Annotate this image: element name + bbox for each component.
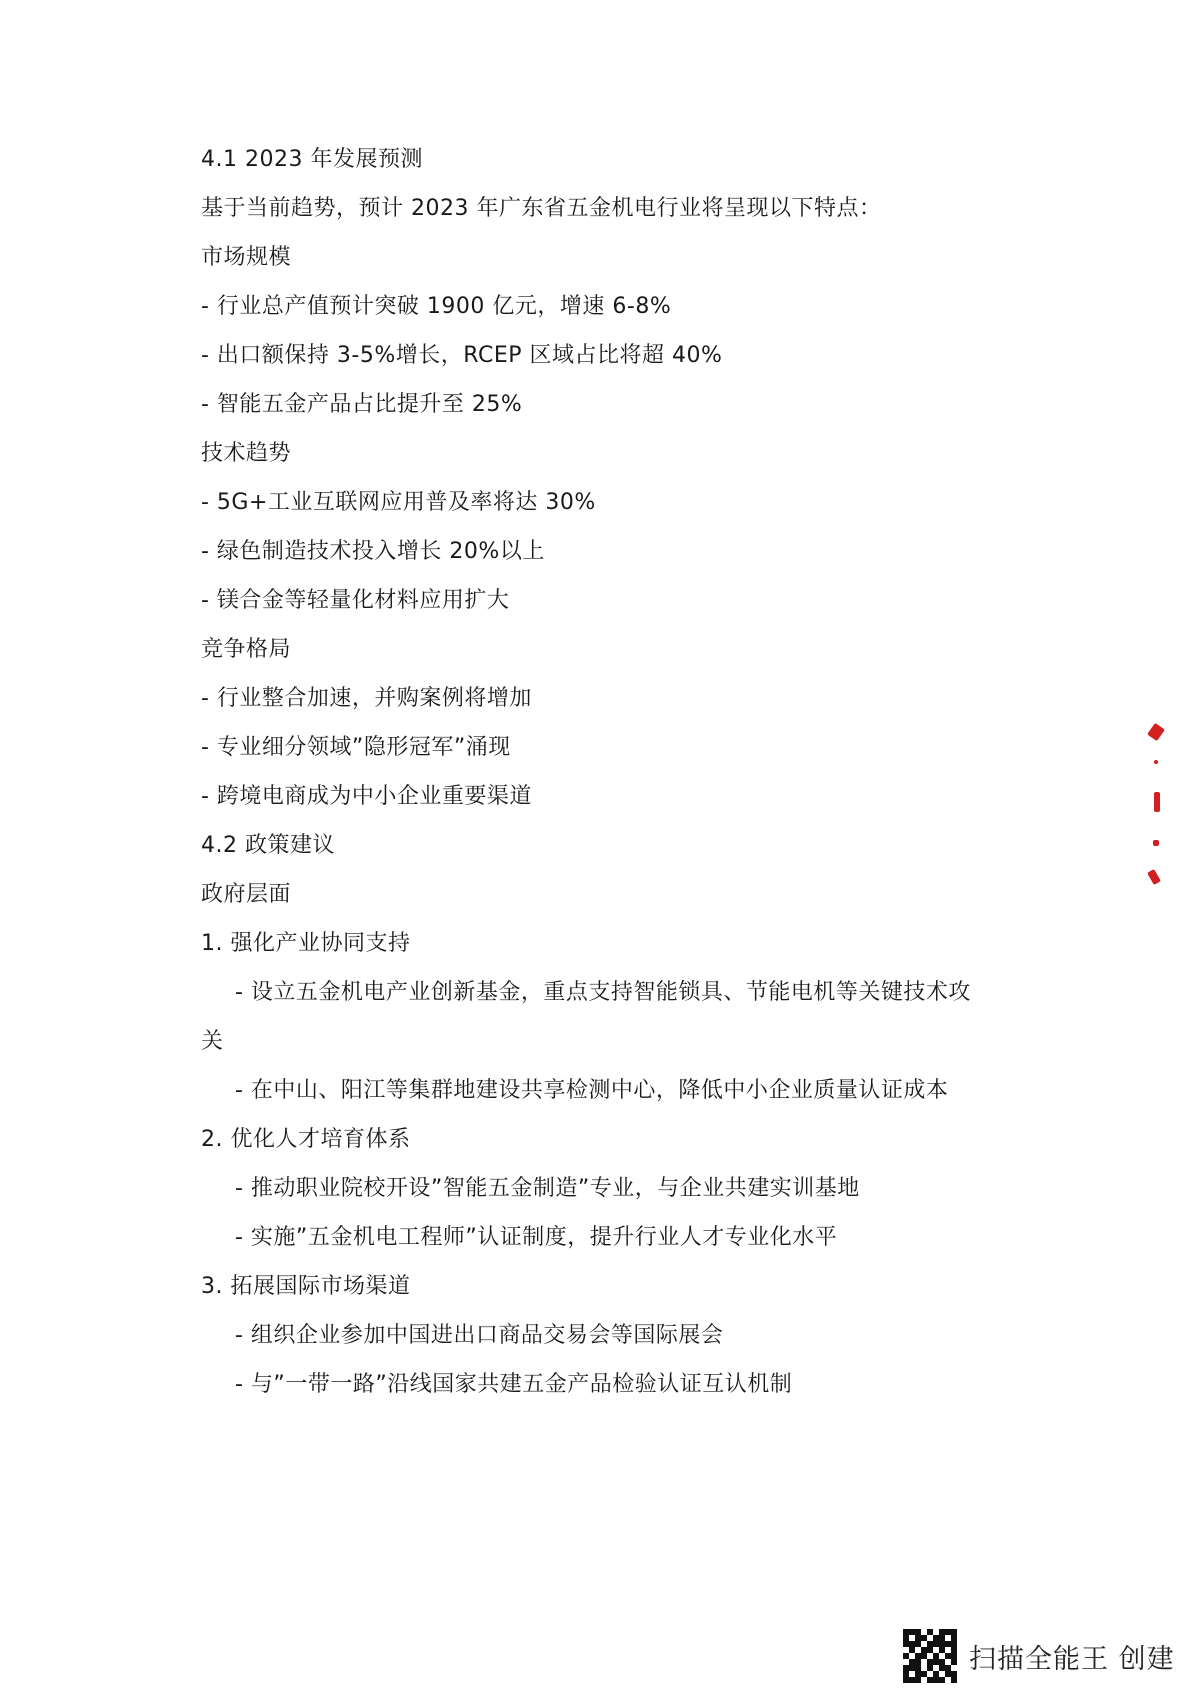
list-item: - 推动职业院校开设”智能五金制造”专业，与企业共建实训基地 [235, 1176, 860, 1201]
list-item: - 镁合金等轻量化材料应用扩大 [201, 588, 510, 613]
subheading-tech-trends: 技术趋势 [201, 441, 292, 466]
list-item: - 5G+工业互联网应用普及率将达 30% [201, 490, 596, 515]
list-item: - 出口额保持 3-5%增长，RCEP 区域占比将超 40% [201, 343, 723, 368]
list-item: - 绿色制造技术投入增长 20%以上 [201, 539, 545, 564]
scanner-watermark [903, 1628, 1175, 1684]
list-item-continuation: 关 [201, 1029, 224, 1054]
list-item: - 行业整合加速，并购案例将增加 [201, 686, 532, 711]
list-item: - 行业总产值预计突破 1900 亿元，增速 6-8% [201, 294, 672, 319]
list-item: - 跨境电商成为中小企业重要渠道 [201, 784, 532, 809]
section-heading-4-1: 4.1 2023 年发展预测 [201, 147, 423, 172]
numbered-item: 2. 优化人才培育体系 [201, 1127, 411, 1152]
list-item: - 设立五金机电产业创新基金，重点支持智能锁具、节能电机等关键技术攻 [235, 980, 971, 1005]
list-item: - 组织企业参加中国进出口商品交易会等国际展会 [235, 1323, 724, 1348]
list-item: - 与”一带一路”沿线国家共建五金产品检验认证互认机制 [235, 1372, 793, 1397]
subheading-government: 政府层面 [201, 882, 292, 907]
list-item: - 智能五金产品占比提升至 25% [201, 392, 523, 417]
numbered-item: 1. 强化产业协同支持 [201, 931, 411, 956]
list-item: - 专业细分领域”隐形冠军”涌现 [201, 735, 511, 760]
subheading-competition: 竞争格局 [201, 637, 292, 662]
list-item: - 在中山、阳江等集群地建设共享检测中心，降低中小企业质量认证成本 [235, 1078, 949, 1103]
intro-paragraph: 基于当前趋势，预计 2023 年广东省五金机电行业将呈现以下特点： [201, 196, 882, 221]
numbered-item: 3. 拓展国际市场渠道 [201, 1274, 411, 1299]
qr-code-icon [903, 1629, 957, 1683]
subheading-market-scale: 市场规模 [201, 245, 292, 270]
list-item: - 实施”五金机电工程师”认证制度，提升行业人才专业化水平 [235, 1225, 838, 1250]
scanner-brand-label: 扫描全能王 创建 [969, 1643, 1175, 1675]
section-heading-4-2: 4.2 政策建议 [201, 833, 335, 858]
